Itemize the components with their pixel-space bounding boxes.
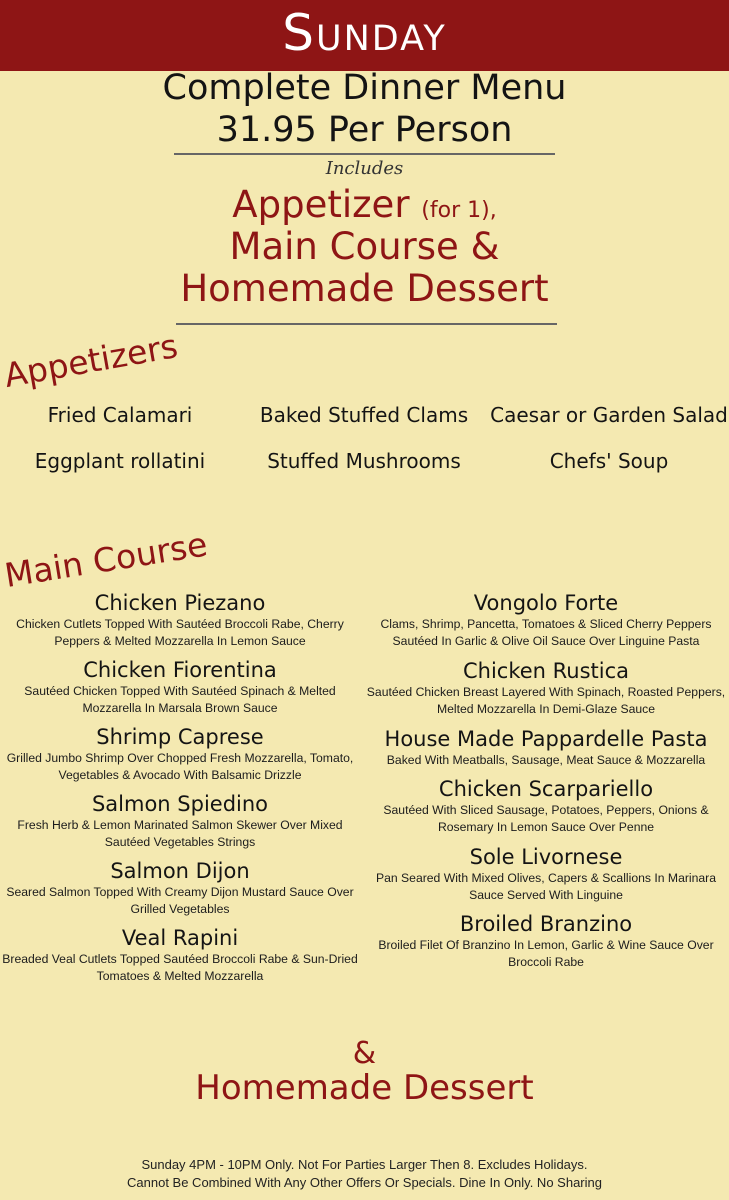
dish-name: Shrimp Caprese <box>96 725 264 749</box>
includes-dessert: Homemade Dessert <box>180 267 549 310</box>
menu-price: 31.95 Per Person <box>216 110 513 150</box>
dish-description: Pan Seared With Mixed Olives, Capers & Scallions In Marinara Sauce Served With Linguine <box>375 871 717 902</box>
appetizers-title: Appetizers <box>1 326 181 395</box>
main-course-title: Main Course <box>1 524 210 595</box>
includes-appetizer-text: Appetizer <box>232 183 410 226</box>
dish-name: Vongolo Forte <box>473 591 619 615</box>
dish-name: Chicken Piezano <box>94 591 266 615</box>
dish-name: Sole Livornese <box>469 845 623 869</box>
dish-description: Sautéed Chicken Topped With Sautéed Spinach & Melted Mozzarella In Marsala Brown Sauce <box>24 684 336 715</box>
appetizer-item: Baked Stuffed Clams <box>259 403 469 427</box>
main-course-dish <box>366 776 726 836</box>
main-course-dish <box>366 658 726 718</box>
dish-name: Chicken Fiorentina <box>83 658 277 682</box>
main-course-dish <box>0 858 360 918</box>
dish-description: Grilled Jumbo Shrimp Over Chopped Fresh Mozzarella, Tomato, Vegetables & Avocado With Balsamic Drizzle <box>6 751 354 782</box>
includes-appetizer-qty: (for 1), <box>421 198 497 223</box>
main-course-dish <box>0 590 360 650</box>
dish-description: Seared Salmon Topped With Creamy Dijon Mustard Sauce Over Grilled Vegetables <box>6 885 354 916</box>
appetizer-item: Chefs' Soup <box>549 449 669 473</box>
dish-name: Veal Rapini <box>121 926 239 950</box>
appetizer-item: Caesar or Garden Salad <box>490 403 728 427</box>
divider-bottom <box>176 323 557 325</box>
dish-description: Clams, Shrimp, Pancetta, Tomatoes & Sliced Cherry Peppers Sautéed In Garlic & Olive Oil Sauce Over Linguine Pasta <box>380 617 712 648</box>
dish-name: Salmon Spiedino <box>91 792 269 816</box>
dish-description: Chicken Cutlets Topped With Sautéed Broccoli Rabe, Cherry Peppers & Melted Mozzarella In Lemon Sauce <box>16 617 344 648</box>
main-course-dish <box>0 657 360 717</box>
includes-main-course: Main Course & <box>229 225 500 268</box>
dessert-title: Homemade Dessert <box>195 1068 534 1108</box>
appetizer-item: Fried Calamari <box>47 403 193 427</box>
dish-description: Sautéed Chicken Breast Layered With Spinach, Roasted Peppers, Melted Mozzarella In Demi-Glaze Sauce <box>366 685 726 716</box>
dessert-ampersand: & <box>352 1036 377 1071</box>
footer-note <box>0 1156 729 1192</box>
dish-description: Broiled Filet Of Branzino In Lemon, Garlic & Wine Sauce Over Broccoli Rabe <box>378 938 714 969</box>
footer-line-1: Sunday 4PM - 10PM Only. Not For Parties Larger Then 8. Excludes Holidays. <box>141 1157 588 1172</box>
main-course-dish <box>366 844 726 904</box>
appetizer-item: Stuffed Mushrooms <box>267 449 461 473</box>
dish-name: Broiled Branzino <box>459 912 633 936</box>
main-course-dish <box>0 724 360 784</box>
footer-line-2: Cannot Be Combined With Any Other Offers Or Specials. Dine In Only. No Sharing <box>127 1175 602 1190</box>
main-course-dish <box>0 791 360 851</box>
dish-name: Chicken Scarpariello <box>438 777 654 801</box>
main-course-dish <box>366 911 726 971</box>
dish-description: Baked With Meatballs, Sausage, Meat Sauce & Mozzarella <box>386 753 706 767</box>
dish-description: Breaded Veal Cutlets Topped Sautéed Broccoli Rabe & Sun-Dried Tomatoes & Melted Mozzarella <box>2 952 358 983</box>
dish-description: Sautéed With Sliced Sausage, Potatoes, Peppers, Onions & Rosemary In Lemon Sauce Over Penne <box>383 803 709 834</box>
dish-name: House Made Pappardelle Pasta <box>384 727 708 751</box>
dish-name: Chicken Rustica <box>462 659 630 683</box>
menu-title: Complete Dinner Menu <box>162 68 567 108</box>
dish-description: Fresh Herb & Lemon Marinated Salmon Skewer Over Mixed Sautéed Vegetables Strings <box>17 818 343 849</box>
dish-name: Salmon Dijon <box>110 859 250 883</box>
main-course-dish <box>366 726 726 769</box>
divider-top <box>174 153 555 155</box>
main-course-dish <box>0 925 360 985</box>
day-title: Sunday <box>282 4 447 62</box>
main-course-dish <box>366 590 726 650</box>
appetizer-item: Eggplant rollatini <box>34 449 206 473</box>
includes-label: Includes <box>325 158 404 179</box>
